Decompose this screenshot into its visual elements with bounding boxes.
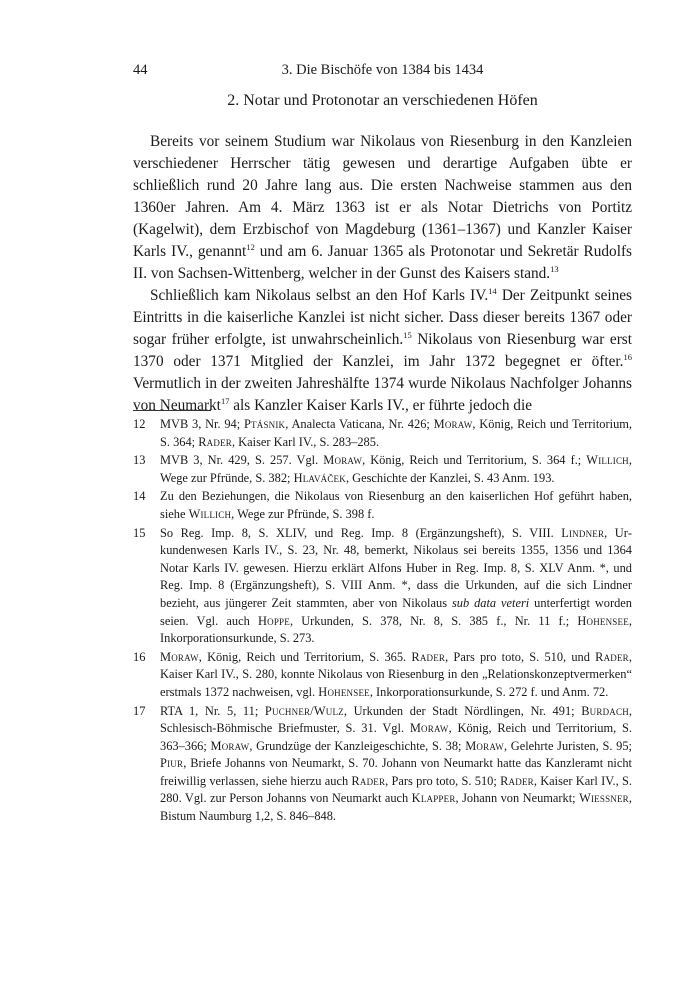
text-run: Vermutlich in der zweiten Jahreshälfte 1374 wurde Nikolaus Nachfolger Johanns von Neumarkt [133, 375, 632, 414]
footnote-ref[interactable]: 12 [246, 242, 255, 252]
footnote-text: RTA 1, Nr. 5, 11; Puchner/Wulz, Urkunden der Stadt Nördlingen, Nr. 491; Burdach, Schlesisch-Böhmische Briefmuster, S. 31. Vgl. Moraw, König, Reich und Territorium, S. 363–366; Moraw, Grundzüge der Kanzleigeschichte, S. 38; Moraw, Gelehrte Juristen, S. 95; Piur, Briefe Johanns von Neumarkt, S. 70. Johann von Neumarkt hatte das Kanzleramt nicht freiwillig verlassen, siehe hierzu auch Rader, Pars pro toto, S. 510; Rader, Kaiser Karl IV., S. 280. Vgl. zur Person Johanns von Neumarkt auch Klapper, Johann von Neumarkt; Wiessner, Bistum Naumburg 1,2, S. 846–848. [160, 703, 632, 824]
footnote-text: Zu den Beziehungen, die Nikolaus von Riesenburg an den kaiserlichen Hof geführt haben, siehe Willich, Wege zur Pfründe, S. 398 f. [160, 489, 632, 521]
paragraph [133, 131, 632, 285]
running-title: 3. Die Bischöfe von 1384 bis 1434 [281, 62, 484, 78]
footnote-number: 17 [133, 703, 146, 718]
footnote-17 [133, 703, 632, 826]
text-run: Schließlich kam Nikolaus selbst an den Hof Karls IV. [150, 287, 489, 304]
text-run: Der Zeitpunkt seines Eintritts in die kaiserliche Kanzlei ist nicht sicher. Dass dieser bereits 1367 oder sogar früher erfolgte, ist unwahrscheinlich. [133, 287, 632, 348]
footnote-ref[interactable]: 14 [488, 286, 497, 296]
footnote-ref[interactable]: 17 [220, 396, 230, 406]
text-run: Nikolaus von Riesenburg war erst 1370 oder 1371 Mitglied der Kanzlei, im Jahr 1372 begegnet er öfter. [133, 331, 633, 370]
footnote-separator [133, 410, 211, 411]
footnote-text: Moraw, König, Reich und Territorium, S. 365. Rader, Pars pro toto, S. 510, und Rader, Kaiser Karl IV., S. 280, konnte Nikolaus von Riesenburg in den „Relationskonzeptvermerken“ erstmals 1372 nachweisen, vgl. Hohensee, Inkorporationsurkunde, S. 272 f. und Anm. 72. [160, 649, 632, 699]
footnote-number: 13 [133, 453, 146, 468]
footnote-15 [133, 525, 632, 648]
footnote-14 [133, 488, 632, 523]
running-header [133, 62, 632, 82]
footnote-text: MVB 3, Nr. 94; Ptásnik, Analecta Vaticana, Nr. 426; Moraw, König, Reich und Territorium, S. 364; Rader, Kaiser Karl IV., S. 283–285. [160, 417, 632, 449]
footnote-ref[interactable]: 13 [550, 264, 559, 274]
footnote-text: So Reg. Imp. 8, S. XLIV, und Reg. Imp. 8 (Ergänzungsheft), S. VIII. Lindner, Urkundenwesen Karls IV., S. 23, Nr. 48, bemerkt, Nikolaus sei bereits 1355, 1356 und 1364 Notar Karls IV. gewesen. Hierzu erklärt Alfons Huber in Reg. Imp. 8, S. XLV Anm. *, und Reg. Imp. 8 (Ergänzungsheft), S. VIII Anm. *, dass die Urkunden, auf die sich Lindner bezieht, aus jüngerer Zeit stammten, aber von Nikolaus sub data veteri unterfertigt worden seien. Vgl. auch Hoppe, Urkunden, S. 378, Nr. 8, S. 385 f., Nr. 11 f.; Hohensee, Inkorporationsurkunde, S. 273. [160, 525, 632, 646]
footnote-13 [133, 452, 632, 487]
footnote-16 [133, 649, 632, 702]
text-run: und am 6. Januar 1365 als Protonotar und Sekretär Rudolfs II. von Sachsen-Wittenberg, welcher in der Gunst des Kaisers stand. [133, 243, 632, 282]
footnotes [133, 416, 632, 827]
footnote-number: 12 [133, 417, 146, 431]
footnote-number: 15 [133, 525, 146, 540]
footnote-12 [133, 416, 632, 451]
section-heading: 2. Notar und Protonotar an verschiedenen Höfen [227, 92, 538, 109]
footnote-number: 16 [133, 649, 146, 664]
body-text [133, 131, 632, 417]
footnote-ref[interactable]: 16 [623, 352, 632, 362]
text-run: Bereits vor seinem Studium war Nikolaus von Riesenburg in den Kanzleien verschiedener Herrscher tätig gewesen und derartige Aufgaben übte er schließlich rund 20 Jahre lang aus. Die ersten Nachweise stammen aus den 1360er Jahren. Am 4. März 1363 ist er als Notar Dietrichs von Portitz (Kagelwit), dem Erzbischof von Magdeburg (1361–1367) und Kanzler Kaiser Karls IV., genannt [133, 133, 632, 260]
text-run: als Kanzler Kaiser Karls IV., er führte jedoch die [229, 397, 532, 414]
page-number: 44 [133, 62, 148, 78]
paragraph [133, 285, 632, 417]
footnote-ref[interactable]: 15 [403, 330, 412, 340]
footnote-number: 14 [133, 489, 146, 504]
footnote-text: MVB 3, Nr. 429, S. 257. Vgl. Moraw, König, Reich und Territorium, S. 364 f.; Willich, Wege zur Pfründe, S. 382; Hlaváček, Geschichte der Kanzlei, S. 43 Anm. 193. [160, 453, 632, 485]
